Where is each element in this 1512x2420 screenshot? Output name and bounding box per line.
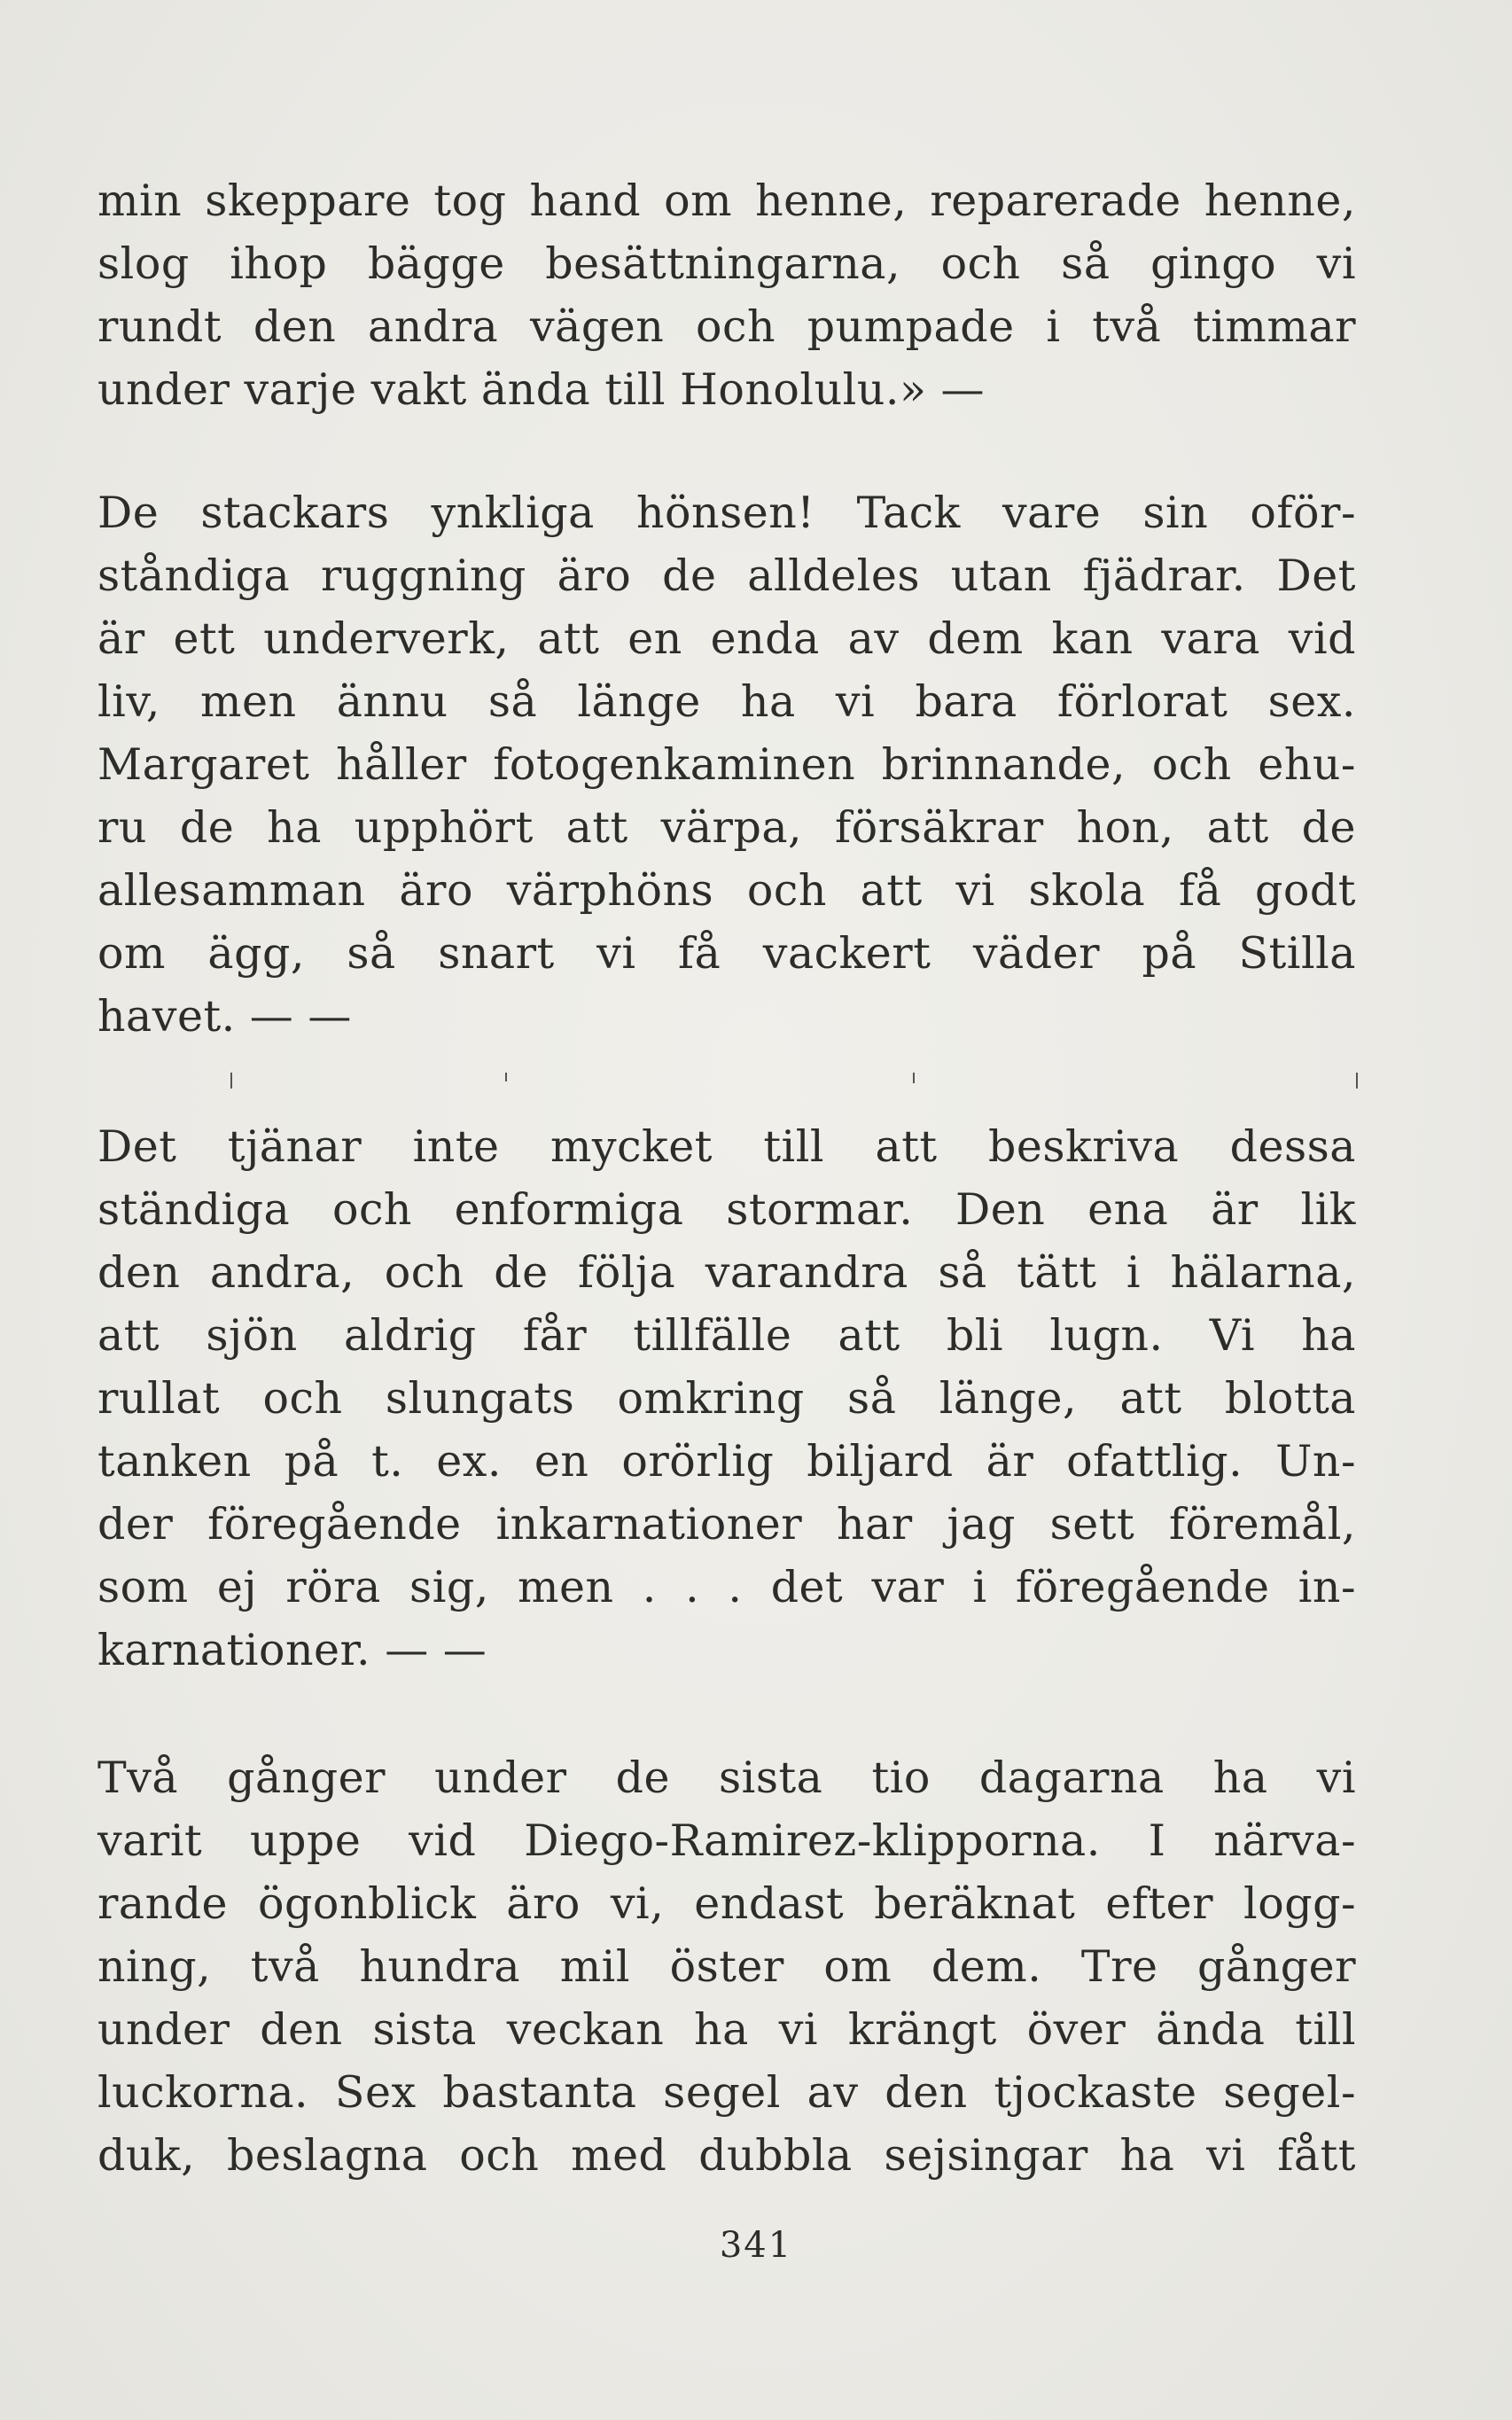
text-line: den andra, och de följa varandra så tätt i hälarna, [97, 1247, 1356, 1298]
text-line: att sjön aldrig får tillfälle att bli lugn. Vi ha [97, 1310, 1356, 1361]
text-line: liv, men ännu så länge ha vi bara förlorat sex. [97, 676, 1356, 727]
text-line: duk, beslagna och med dubbla sejsingar ha vi fått [97, 2130, 1356, 2181]
text-line: är ett underverk, att en enda av dem kan vara vid [97, 613, 1356, 664]
text-line: ståndiga ruggning äro de alldeles utan fjädrar. Det [97, 550, 1356, 601]
text-line: ständiga och enformiga stormar. Den ena är lik [97, 1184, 1356, 1235]
text-line: Margaret håller fotogenkaminen brinnande, och ehu- [97, 739, 1356, 790]
paragraph-3 [97, 1115, 1356, 1682]
text-line: der föregående inkarnationer har jag sett föremål, [97, 1499, 1356, 1550]
text-line: min skeppare tog hand om henne, reparerade henne, [97, 176, 1356, 226]
text-line: ru de ha upphört att värpa, försäkrar hon, att de [97, 802, 1356, 853]
text-line: havet. — — [97, 991, 352, 1042]
text-line: luckorna. Sex bastanta segel av den tjockaste segel- [97, 2067, 1356, 2118]
text-line: rundt den andra vägen och pumpade i två timmar [97, 301, 1356, 352]
text-line: ning, två hundra mil öster om dem. Tre gånger [97, 1941, 1356, 1992]
text-line: som ej röra sig, men . . . det var i föregående in- [97, 1562, 1356, 1612]
text-line: De stackars ynkliga hönsen! Tack vare sin oför- [97, 488, 1356, 538]
text-line: allesamman äro värphöns och att vi skola få godt [97, 865, 1356, 916]
text-line: varit uppe vid Diego-Ramirez-klipporna. I närva- [97, 1815, 1356, 1866]
paragraph-2 [97, 481, 1356, 1048]
text-line: rande ögonblick äro vi, endast beräknat efter logg- [97, 1878, 1356, 1929]
page-number: 341 [719, 2225, 793, 2266]
print-artifact-marks [222, 1073, 1374, 1099]
text-line: under den sista veckan ha vi krängt över ända till [97, 2004, 1356, 2055]
text-line: slog ihop bägge besättningarna, och så gingo vi [97, 238, 1356, 289]
text-line: tanken på t. ex. en orörlig biljard är ofattlig. Un- [97, 1436, 1356, 1487]
text-line: Två gånger under de sista tio dagarna ha vi [97, 1753, 1356, 1803]
text-line: rullat och slungats omkring så länge, att blotta [97, 1373, 1356, 1424]
paragraph-4 [97, 1746, 1356, 2187]
paragraph-1 [97, 169, 1356, 421]
text-line: Det tjänar inte mycket till att beskriva dessa [97, 1121, 1356, 1172]
text-line: under varje vakt ända till Honolulu.» — [97, 364, 986, 415]
text-line: om ägg, så snart vi få vackert väder på Stilla [97, 928, 1356, 979]
text-line: karnationer. — — [97, 1625, 487, 1675]
